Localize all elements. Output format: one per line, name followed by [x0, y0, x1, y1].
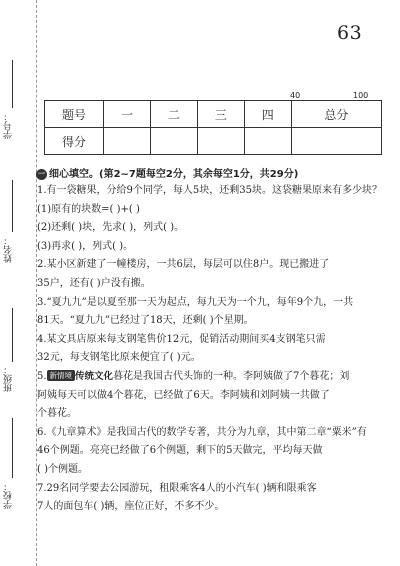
score-header-cell: 总分	[291, 101, 381, 128]
question-line: ( )个例题。	[37, 463, 88, 475]
question-line: 81天。“夏九九”已经过了18天，还剩( )个星期。	[37, 315, 254, 327]
name-label: 姓名：	[4, 236, 14, 263]
section-number-badge: 一	[38, 170, 45, 178]
section-heading	[36, 165, 298, 180]
question-line: 1.有一袋糖果，分给9个同学，每人5块，还剩35块。这袋糖果原来有多少块？	[37, 185, 382, 196]
score-header-row	[45, 101, 382, 128]
score-cell[interactable]	[244, 128, 291, 155]
score-value-row	[45, 128, 382, 155]
score-header-cell: 三	[197, 101, 244, 128]
score-table	[44, 100, 382, 155]
score-mark-4: 40	[290, 91, 301, 100]
question-line: 2.某小区新建了一幢楼房，一共6层，每层可以住8户。现已搬进了	[37, 259, 330, 271]
student-id-line[interactable]	[12, 60, 13, 108]
section-title: 细心填空。(第2~7题每空2分，其余每空1分，共29分)	[49, 169, 299, 180]
question-line: 35户，还有( )户没有搬。	[37, 277, 151, 289]
score-mark-total: 100	[353, 91, 369, 100]
score-cell[interactable]	[150, 128, 197, 155]
name-line[interactable]	[12, 180, 13, 232]
question-line: (2)还剩( )块，先求( )，列式( )。	[37, 222, 185, 234]
question-5-line-2: 阿姨每天可以做4个暮花，已经做了6天。李阿姨和刘阿姨一共做了	[37, 389, 330, 401]
new-context-tag: 新情境	[47, 370, 76, 381]
score-row-label: 得分	[45, 128, 104, 155]
score-cell[interactable]	[291, 128, 381, 155]
score-header-cell: 四	[244, 101, 291, 128]
score-header-cell: 二	[150, 101, 197, 128]
question-line: (1)原有的块数=( )+( )	[37, 203, 140, 215]
class-label: 班级：	[4, 365, 14, 392]
school-label: 学校：	[4, 482, 14, 509]
culture-tag-text: 传统文化	[75, 370, 114, 382]
score-header-cell: 一	[104, 101, 151, 128]
question-5-line-1: 5. 新情境 传统文化暮花是我国古代头饰的一种。李阿姨做了7个暮花；刘	[37, 370, 350, 382]
score-header-cell: 题号	[45, 101, 104, 128]
question-line: 32元，每支钢笔比原来便宜了( )元。	[37, 352, 201, 364]
student-id-label: 学号：	[4, 112, 14, 139]
score-cell[interactable]	[197, 128, 244, 155]
page-number: 63	[337, 22, 363, 44]
question-line: 3.“夏九九”是以夏至那一天为起点，每九天为一个九，每年9个九，一共	[37, 296, 354, 308]
question-line: 个暮花。	[37, 408, 77, 420]
question-line: 46个例题。亮亮已经做了6个例题，剩下的5天做完，平均每天做	[37, 445, 323, 457]
question-line: 7.29名同学要去公园游玩，租限乘客4人的小汽车( )辆和限乘客	[37, 482, 317, 494]
question-line: (3)再求( )，列式( )。	[37, 240, 134, 252]
school-line[interactable]	[12, 418, 13, 478]
score-cell[interactable]	[104, 128, 151, 155]
question-line: 4.某文具店原来每支钢笔售价12元，促销活动期间买4支钢笔只需	[37, 333, 326, 345]
class-line[interactable]	[12, 308, 13, 362]
question-line: 6.《九章算术》是我国古代的数学专著，共分为九章，其中第二章“粟米”有	[37, 426, 367, 438]
question-list	[37, 182, 387, 517]
question-line: 7人的面包车( )辆，座位正好，不多不少。	[37, 501, 225, 513]
question-5-text: 暮花是我国古代头饰的一种。李阿姨做了7个暮花；刘	[113, 370, 350, 382]
